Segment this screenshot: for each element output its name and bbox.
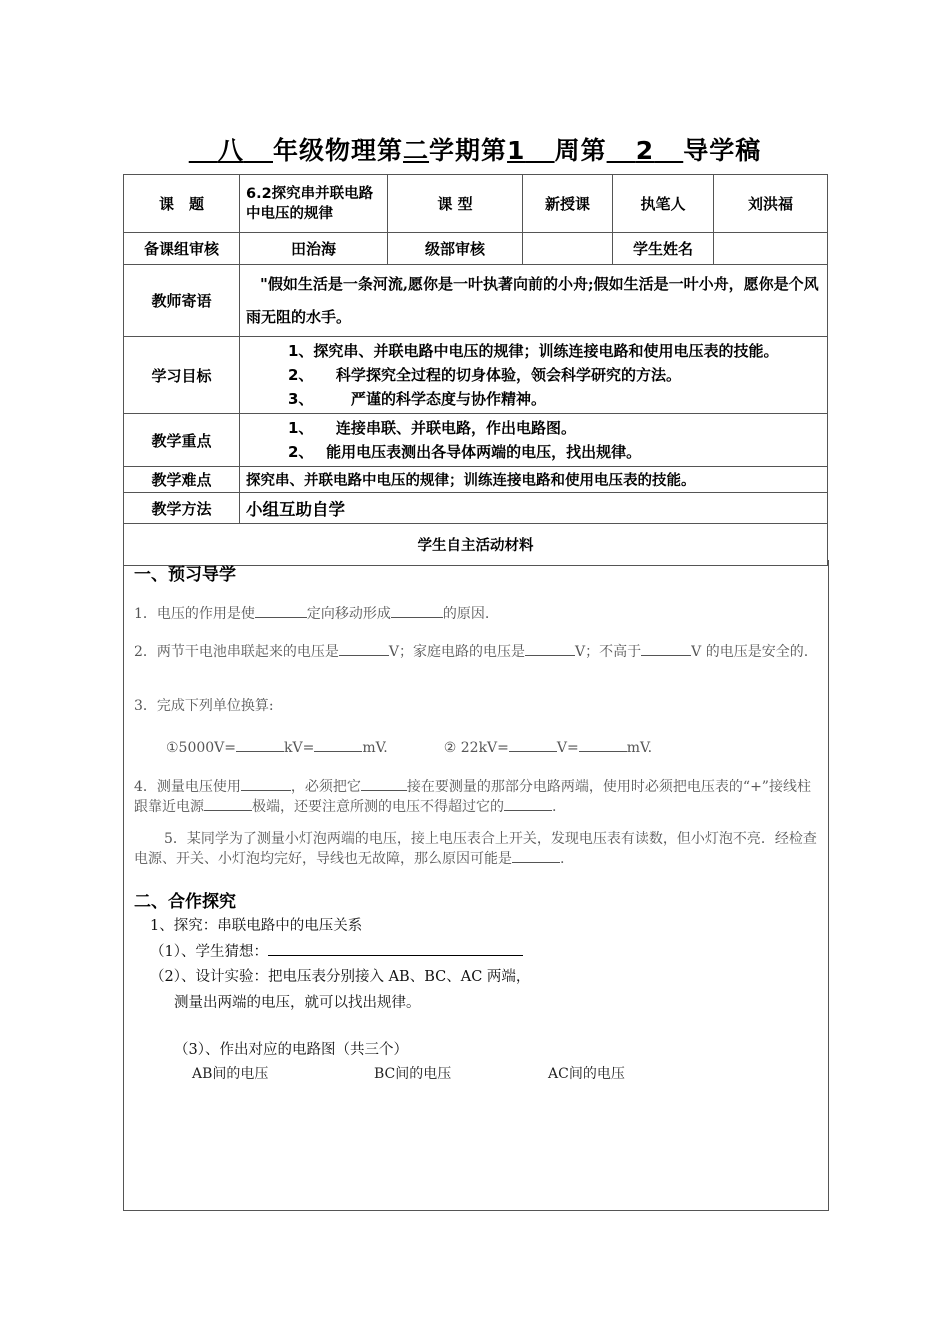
author-value: 刘洪福 xyxy=(714,175,828,233)
answer-blank[interactable] xyxy=(314,737,362,752)
type-value: 新授课 xyxy=(523,175,613,233)
table-row xyxy=(124,337,828,414)
dept-value xyxy=(523,233,613,265)
dept-label: 级部审核 xyxy=(388,233,523,265)
table-row xyxy=(124,265,828,337)
answer-blank[interactable] xyxy=(579,737,627,752)
method-value: 小组互助自学 xyxy=(240,493,828,524)
student-value xyxy=(714,233,828,265)
guess-input-line[interactable] xyxy=(268,941,523,956)
author-label: 执笔人 xyxy=(613,175,714,233)
title-text-2: 学期第 xyxy=(429,136,508,165)
focus-item: 2、 能用电压表测出各导体两端的电压，找出规律。 xyxy=(288,443,642,461)
coop-step-1: 1、探究：串联电路中的电压关系 xyxy=(150,918,363,934)
coop-heading: 二、合作探究 xyxy=(134,892,236,912)
answer-blank[interactable] xyxy=(512,848,560,863)
question-2: 2．两节干电池串联起来的电压是 V；家庭电路的电压是 V；不高于 V 的电压是安全的. xyxy=(134,641,824,661)
title-text-4: 导学稿 xyxy=(683,136,762,165)
topic-label: 课 题 xyxy=(124,175,240,233)
motto-label: 教师寄语 xyxy=(124,265,240,337)
title-number: 2 xyxy=(635,136,655,165)
question-5: 5．某同学为了测量小灯泡两端的电压，接上电压表合上开关，发现电压表有读数，但小灯泡不亮．经检查电源、开关、小灯泡均完好，导线也无故障，那么原因可能是 . xyxy=(134,831,817,867)
info-table xyxy=(123,174,828,566)
title-semester: 二 xyxy=(403,136,430,165)
difficulty-value: 探究串、并联电路中电压的规律；训练连接电路和使用电压表的技能。 xyxy=(240,467,828,493)
coop-step-3: （2）、设计实验：把电压表分别接入 AB、BC、AC 两端， xyxy=(150,969,531,985)
answer-blank[interactable] xyxy=(641,641,691,656)
question-4: 4．测量电压使用 ，必须把它 接在要测量的那部分电路两端，使用时必须把电压表的“+”接线柱跟靠近电源 极端，还要注意所测的电压不得超过它的 . xyxy=(134,776,824,816)
conversion-row: ①5000V= kV= mV. ② 22kV= V= mV. xyxy=(166,737,806,757)
table-row xyxy=(124,493,828,524)
goal-item: 1、探究串、并联电路中电压的规律；训练连接电路和使用电压表的技能。 xyxy=(288,342,779,360)
review-value: 田治海 xyxy=(240,233,388,265)
method-label: 教学方法 xyxy=(124,493,240,524)
circuit-label-ab: AB间的电压 xyxy=(192,1066,269,1082)
answer-blank[interactable] xyxy=(525,641,575,656)
answer-blank[interactable] xyxy=(236,737,284,752)
answer-blank[interactable] xyxy=(391,603,443,618)
title-week: 1 xyxy=(507,136,526,165)
table-row xyxy=(124,414,828,467)
type-label: 课 型 xyxy=(388,175,523,233)
activity-section xyxy=(123,560,829,1211)
review-label: 备课组审核 xyxy=(124,233,240,265)
question-1: 1．电压的作用是使 定向移动形成 的原因. xyxy=(134,603,824,623)
coop-step-3-cont: 测量出两端的电压，就可以找出规律。 xyxy=(174,995,421,1011)
coop-step-4: （3）、作出对应的电路图（共三个） xyxy=(174,1042,408,1058)
focus-item: 1、 连接串联、并联电路，作出电路图。 xyxy=(288,419,576,437)
motto-value: "假如生活是一条河流,愿你是一叶执著向前的小舟;假如生活是一叶小舟，愿你是个风雨无阻的水手。 xyxy=(240,265,828,337)
table-row xyxy=(124,233,828,265)
circuit-label-bc: BC间的电压 xyxy=(374,1066,452,1082)
preview-heading: 一、预习导学 xyxy=(134,565,236,585)
answer-blank[interactable] xyxy=(255,603,307,618)
focus-label: 教学重点 xyxy=(124,414,240,467)
student-label: 学生姓名 xyxy=(613,233,714,265)
goal-item: 3、 严谨的科学态度与协作精神。 xyxy=(288,390,546,408)
answer-blank[interactable] xyxy=(361,776,407,791)
table-row xyxy=(124,467,828,493)
answer-blank[interactable] xyxy=(241,776,291,791)
activity-header: 学生自主活动材料 xyxy=(124,524,828,566)
circuit-label-ac: AC间的电压 xyxy=(548,1066,625,1082)
title-text-3: 周第 xyxy=(554,136,607,165)
table-row xyxy=(124,175,828,233)
answer-blank[interactable] xyxy=(509,737,557,752)
title-text-1: 年级物理第 xyxy=(273,136,404,165)
answer-blank[interactable] xyxy=(339,641,389,656)
coop-step-2: （1）、学生猜想： xyxy=(150,940,523,961)
goals-label: 学习目标 xyxy=(124,337,240,414)
page-title xyxy=(0,131,950,167)
difficulty-label: 教学难点 xyxy=(124,467,240,493)
title-grade: 八 xyxy=(217,136,244,165)
answer-blank[interactable] xyxy=(504,796,552,811)
question-3: 3．完成下列单位换算: xyxy=(134,698,274,714)
goal-item: 2、 科学探究全过程的切身体验，领会科学研究的方法。 xyxy=(288,366,681,384)
topic-value: 6.2探究串并联电路中电压的规律 xyxy=(240,175,388,233)
answer-blank[interactable] xyxy=(204,796,252,811)
